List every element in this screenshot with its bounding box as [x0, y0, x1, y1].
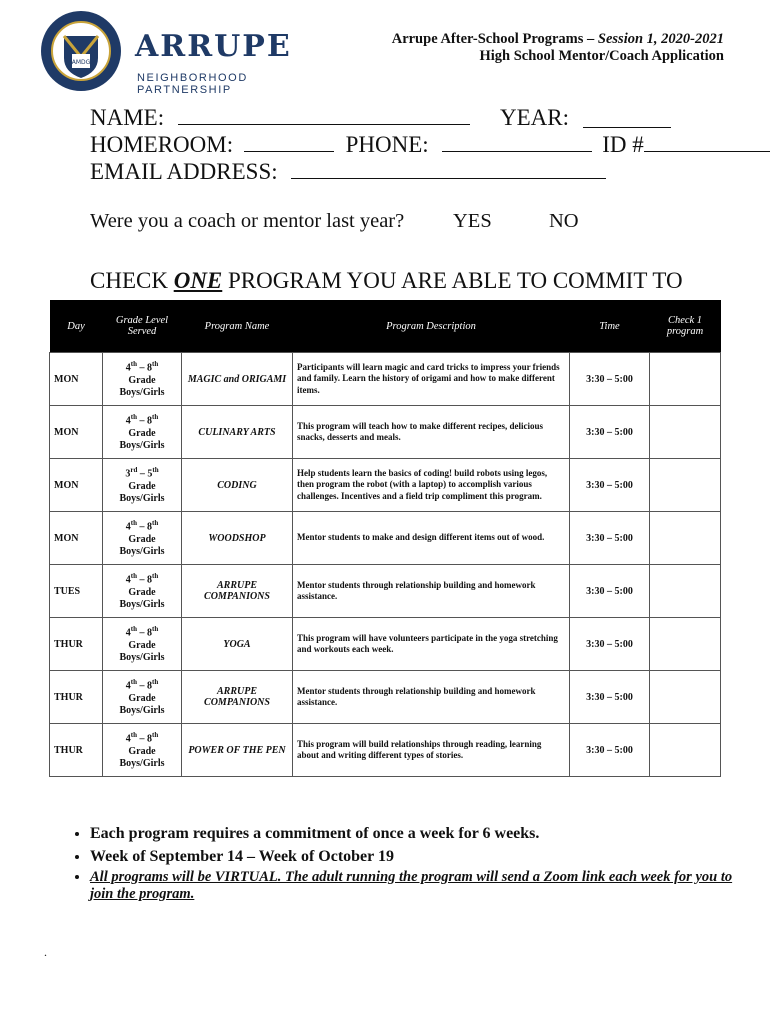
- day-cell: TUES: [50, 565, 103, 618]
- year-field[interactable]: [583, 107, 671, 128]
- table-row: [50, 512, 721, 565]
- header-program: Arrupe After-School Programs –: [391, 31, 598, 47]
- time-cell: 3:30 – 5:00: [570, 406, 650, 459]
- email-label: EMAIL ADDRESS:: [90, 159, 278, 184]
- requirements-list: [66, 823, 750, 905]
- program-name-cell: CULINARY ARTS: [182, 406, 293, 459]
- header-program: Program Name: [182, 300, 293, 353]
- school-seal-icon: [40, 10, 122, 92]
- year-label: YEAR:: [500, 105, 569, 130]
- program-name-cell: CODING: [182, 459, 293, 512]
- grade-cell: 4th – 8th Grade Boys/Girls: [103, 353, 182, 406]
- check-cell[interactable]: [650, 671, 721, 724]
- check-cell[interactable]: [650, 512, 721, 565]
- grade-cell: 4th – 8th Grade Boys/Girls: [103, 724, 182, 777]
- time-cell: 3:30 – 5:00: [570, 353, 650, 406]
- id-label: ID #: [602, 132, 644, 157]
- brand-name: ARRUPE: [135, 29, 292, 64]
- program-name-cell: WOODSHOP: [182, 512, 293, 565]
- description-cell: Mentor students to make and design different items out of wood.: [293, 512, 570, 565]
- table-row: [50, 671, 721, 724]
- time-cell: 3:30 – 5:00: [570, 512, 650, 565]
- document-header: [392, 31, 724, 65]
- program-name-cell: POWER OF THE PEN: [182, 724, 293, 777]
- table-row: [50, 724, 721, 777]
- grade-cell: 4th – 8th Grade Boys/Girls: [103, 512, 182, 565]
- grade-cell: 4th – 8th Grade Boys/Girls: [103, 406, 182, 459]
- table-row: [50, 353, 721, 406]
- name-label: NAME:: [90, 105, 165, 130]
- brand-subtitle: NEIGHBORHOOD PARTNERSHIP: [137, 72, 248, 96]
- check-one-emphasis: ONE: [173, 268, 223, 293]
- time-cell: 3:30 – 5:00: [570, 459, 650, 512]
- email-field[interactable]: [291, 158, 606, 179]
- day-cell: MON: [50, 353, 103, 406]
- phone-label: PHONE:: [345, 132, 429, 157]
- program-name-cell: ARRUPE COMPANIONS: [182, 671, 293, 724]
- no-option[interactable]: NO: [549, 210, 579, 232]
- homeroom-label: HOMEROOM:: [90, 132, 234, 157]
- time-cell: 3:30 – 5:00: [570, 618, 650, 671]
- day-cell: THUR: [50, 724, 103, 777]
- footer-dot: .: [44, 945, 47, 959]
- header-day: Day: [50, 300, 103, 353]
- program-table: [49, 300, 721, 777]
- table-row: [50, 406, 721, 459]
- arrupe-logo: [40, 10, 330, 96]
- check-cell[interactable]: [650, 406, 721, 459]
- header-grade: Grade Level Served: [103, 300, 182, 353]
- grade-cell: 4th – 8th Grade Boys/Girls: [103, 618, 182, 671]
- time-cell: 3:30 – 5:00: [570, 724, 650, 777]
- previous-coach-question: [90, 210, 579, 233]
- program-rows: [50, 353, 721, 777]
- header-description: Program Description: [293, 300, 570, 353]
- day-cell: MON: [50, 512, 103, 565]
- day-cell: THUR: [50, 671, 103, 724]
- program-name-cell: YOGA: [182, 618, 293, 671]
- applicant-form: [90, 104, 770, 185]
- grade-cell: 4th – 8th Grade Boys/Girls: [103, 565, 182, 618]
- table-row: [50, 618, 721, 671]
- question-text: Were you a coach or mentor last year?: [90, 210, 405, 232]
- day-cell: MON: [50, 406, 103, 459]
- check-cell[interactable]: [650, 459, 721, 512]
- id-field[interactable]: [644, 131, 770, 152]
- grade-cell: 3rd – 5th Grade Boys/Girls: [103, 459, 182, 512]
- check-program-heading: CHECK ONE PROGRAM YOU ARE ABLE TO COMMIT TO: [90, 268, 683, 293]
- table-row: [50, 459, 721, 512]
- header-check: Check 1 program: [650, 300, 721, 353]
- check-cell[interactable]: [650, 565, 721, 618]
- table-header-row: [50, 300, 721, 353]
- check-cell[interactable]: [650, 618, 721, 671]
- program-name-cell: ARRUPE COMPANIONS: [182, 565, 293, 618]
- check-cell[interactable]: [650, 353, 721, 406]
- day-cell: THUR: [50, 618, 103, 671]
- grade-cell: 4th – 8th Grade Boys/Girls: [103, 671, 182, 724]
- description-cell: This program will teach how to make different recipes, delicious snacks, desserts and meals.: [293, 406, 570, 459]
- description-cell: Participants will learn magic and card tricks to impress your friends and family. Learn the history of origami and how to make different items.: [293, 353, 570, 406]
- description-cell: This program will have volunteers participate in the yoga stretching and workouts each week.: [293, 618, 570, 671]
- homeroom-field[interactable]: [244, 131, 334, 152]
- check-cell[interactable]: [650, 724, 721, 777]
- time-cell: 3:30 – 5:00: [570, 671, 650, 724]
- header-time: Time: [570, 300, 650, 353]
- program-name-cell: MAGIC and ORIGAMI: [182, 353, 293, 406]
- day-cell: MON: [50, 459, 103, 512]
- list-item: • Each program requires a commitment of once a week for 6 weeks.: [90, 823, 750, 844]
- svg-text:AMDG: AMDG: [71, 59, 91, 66]
- description-cell: Help students learn the basics of coding! build robots using legos, then program the robot (with a laptop) to accomplish various challenges. Incentives and a field trip compliment this program.: [293, 459, 570, 512]
- table-row: [50, 565, 721, 618]
- header-title: High School Mentor/Coach Application: [479, 48, 724, 64]
- description-cell: This program will build relationships through reading, learning about and writing different types of stories.: [293, 724, 570, 777]
- list-item: • Week of September 14 – Week of October 19: [90, 846, 750, 867]
- description-cell: Mentor students through relationship building and homework assistance.: [293, 565, 570, 618]
- header-session: Session 1, 2020-2021: [597, 31, 724, 47]
- name-field[interactable]: [178, 104, 470, 125]
- yes-option[interactable]: YES: [453, 210, 492, 232]
- list-item: • All programs will be VIRTUAL. The adult running the program will send a Zoom link each week for you to join the program.: [90, 869, 750, 903]
- description-cell: Mentor students through relationship building and homework assistance.: [293, 671, 570, 724]
- time-cell: 3:30 – 5:00: [570, 565, 650, 618]
- phone-field[interactable]: [442, 131, 592, 152]
